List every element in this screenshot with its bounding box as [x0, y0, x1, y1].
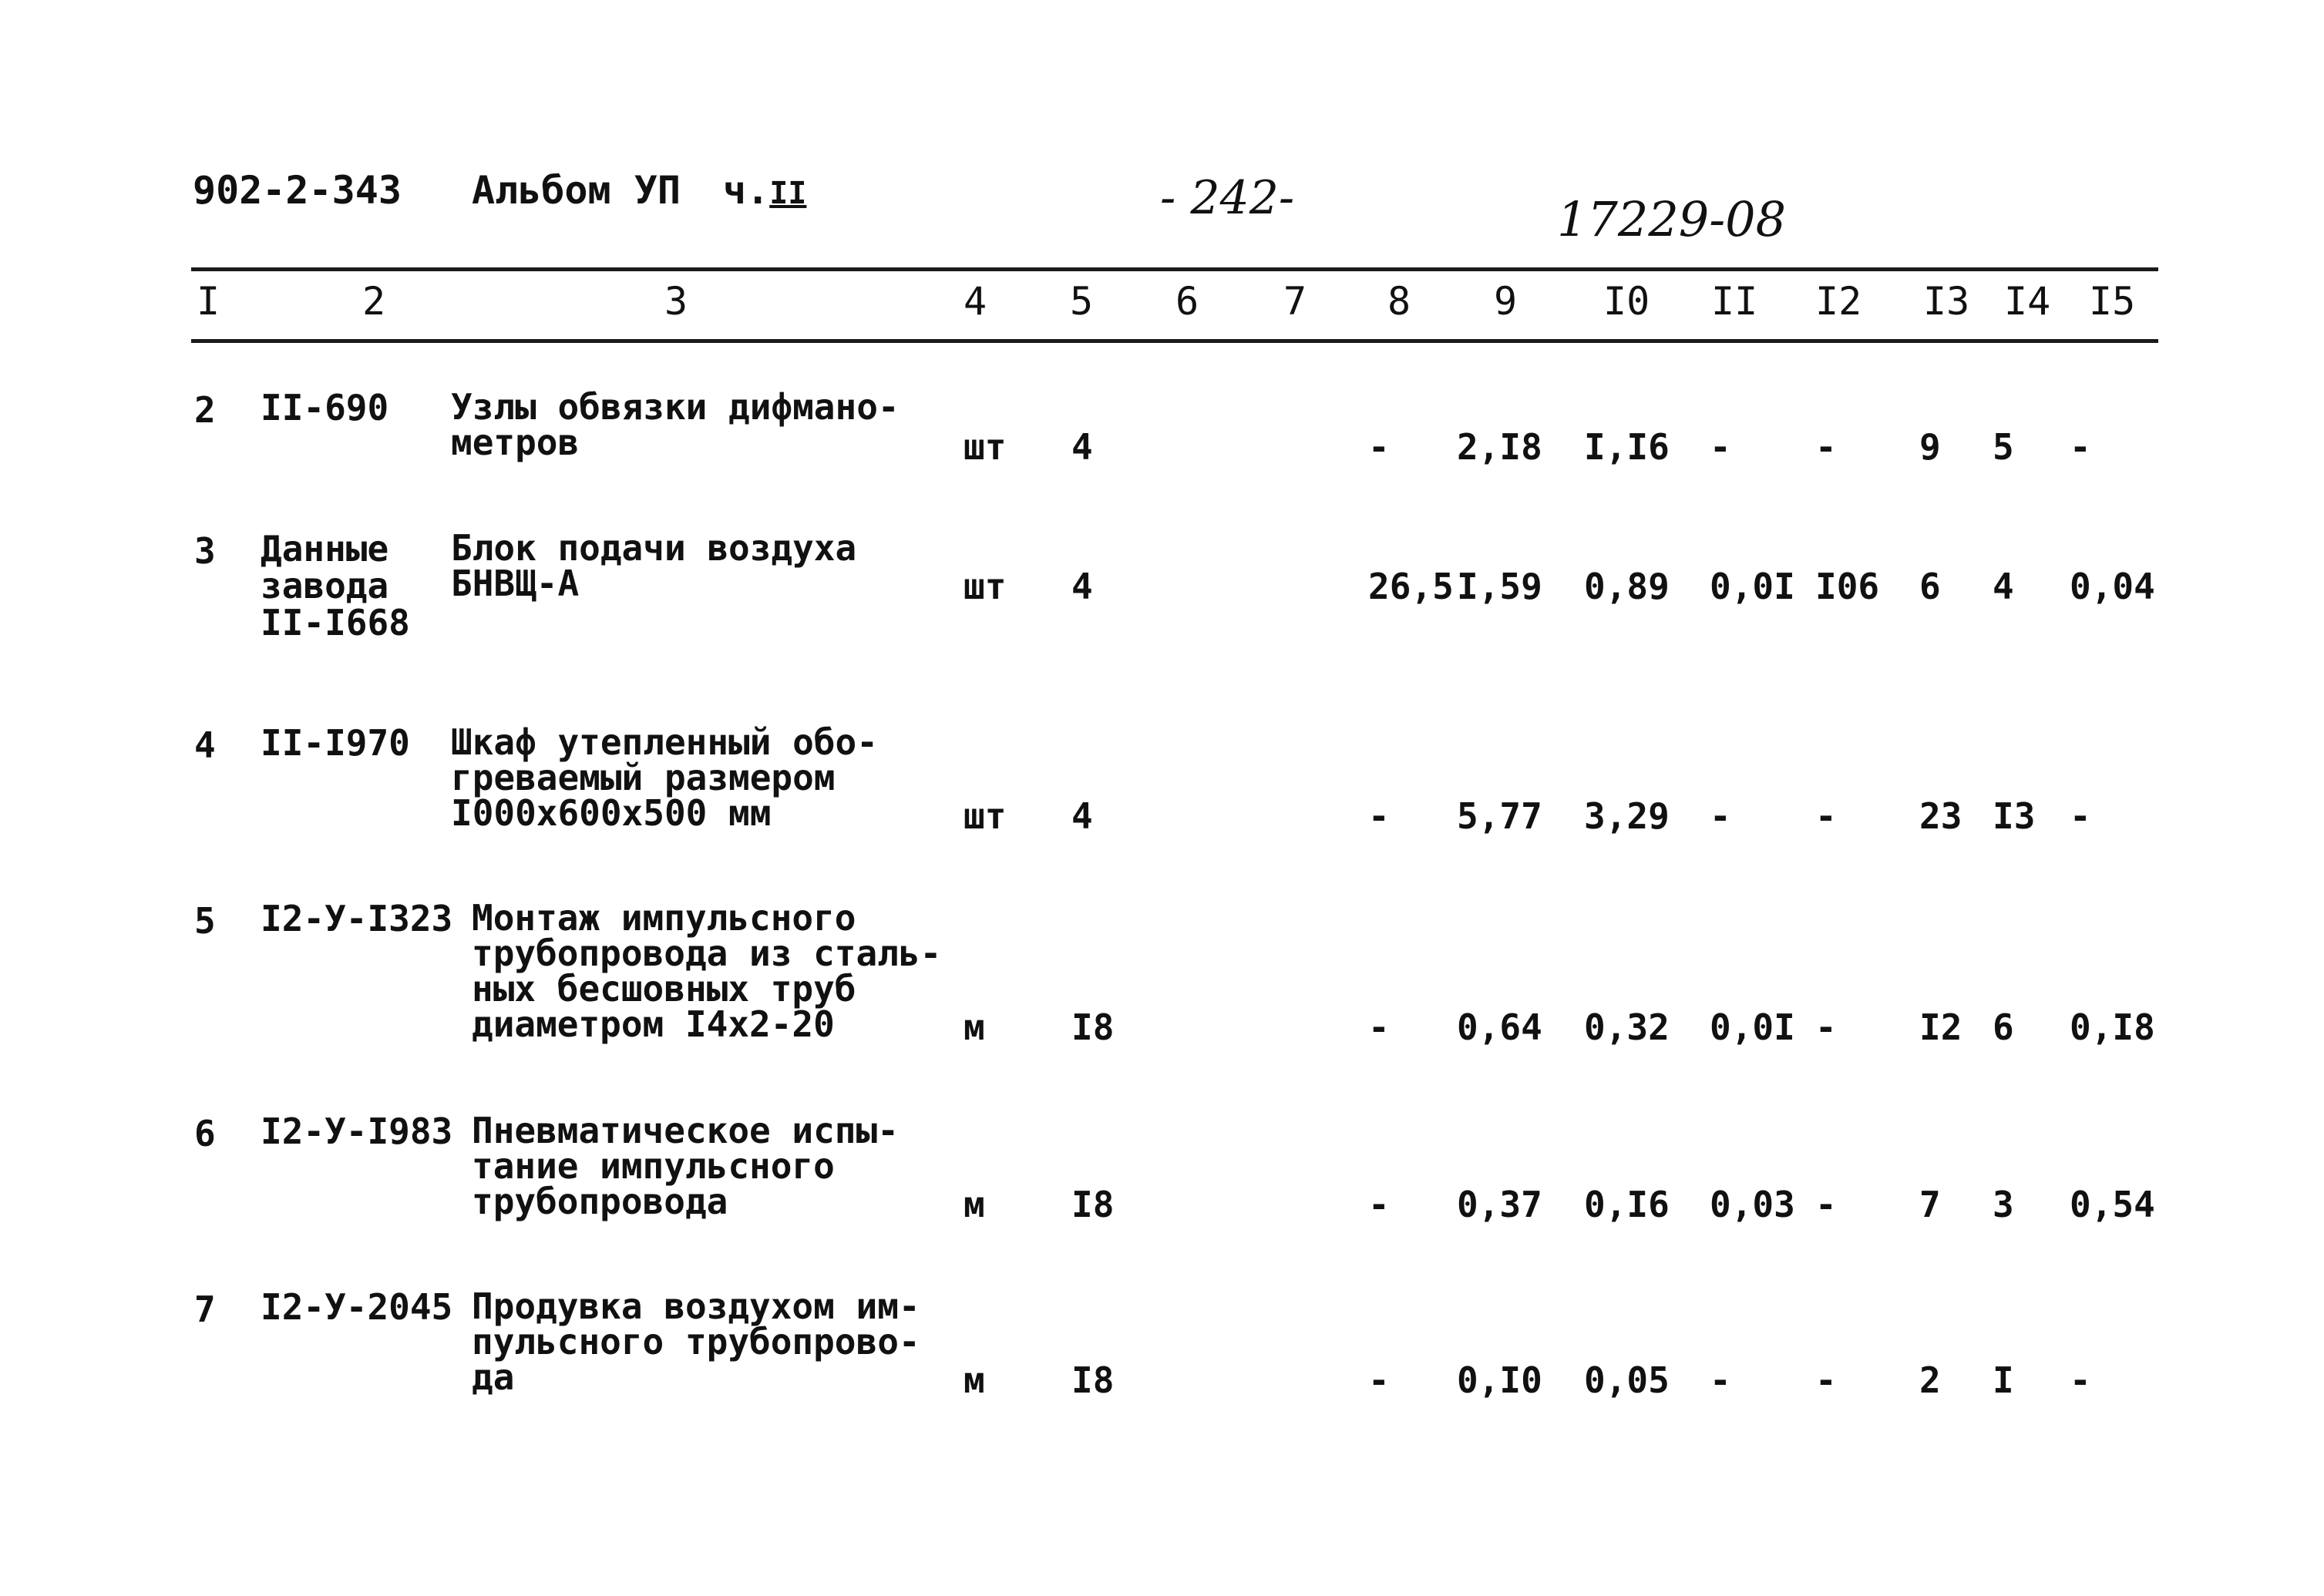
work-description: Блок подачи воздуха БНВЩ-А: [451, 527, 857, 604]
table-header-rule: [191, 339, 2158, 343]
col-12-value: -: [1815, 1359, 1837, 1401]
col-10-value: 0,32: [1584, 1006, 1670, 1048]
col-14-value: 5: [1993, 426, 2014, 468]
norm-code: Данные завода II-I668: [261, 528, 410, 643]
norm-code: I2-У-I983: [261, 1110, 453, 1152]
work-description: Продувка воздухом им- пульсного трубопрово- да: [472, 1285, 920, 1398]
work-description: Пневматическое испы- тание импульсного трубопровода: [472, 1110, 899, 1222]
col-11-value: -: [1710, 795, 1731, 837]
col-10-value: 3,29: [1584, 795, 1670, 837]
unit: м: [964, 1006, 985, 1048]
handwritten-doc-number: 17229-08: [1557, 191, 1787, 247]
col-8-value: -: [1368, 426, 1390, 468]
column-header-row: [0, 279, 2324, 333]
unit: шт: [964, 566, 1007, 607]
col-13-value: 2: [1919, 1359, 1941, 1401]
col-15-value: 0,54: [2070, 1184, 2155, 1225]
quantity: I8: [1071, 1184, 1115, 1225]
column-header: I4: [2004, 279, 2051, 324]
norm-code: I2-У-2045: [261, 1286, 453, 1328]
col-10-value: 0,89: [1584, 566, 1670, 607]
col-11-value: 0,0I: [1710, 566, 1795, 607]
table-top-rule: [191, 267, 2158, 271]
column-header: 5: [1070, 279, 1094, 324]
col-15-value: 0,I8: [2070, 1006, 2155, 1048]
col-14-value: 6: [1993, 1006, 2014, 1048]
col-15-value: -: [2070, 1359, 2091, 1401]
row-number: 4: [194, 724, 216, 766]
col-8-value: -: [1368, 1184, 1390, 1225]
col-15-value: 0,04: [2070, 566, 2155, 607]
column-header: 7: [1283, 279, 1307, 324]
col-12-value: -: [1815, 795, 1837, 837]
row-number: 3: [194, 530, 216, 572]
col-9-value: 5,77: [1457, 795, 1542, 837]
column-header: 6: [1175, 279, 1199, 324]
work-description: Узлы обвязки дифмано- метров: [451, 386, 900, 463]
norm-code: II-I970: [261, 722, 410, 764]
quantity: I8: [1071, 1359, 1115, 1401]
col-15-value: -: [2070, 426, 2091, 468]
unit: м: [964, 1184, 985, 1225]
col-12-value: I06: [1815, 566, 1880, 607]
col-14-value: I: [1993, 1359, 2014, 1401]
column-header: I3: [1923, 279, 1970, 324]
quantity: I8: [1071, 1006, 1115, 1048]
col-14-value: 4: [1993, 566, 2014, 607]
row-number: 5: [194, 900, 216, 942]
column-header: I0: [1603, 279, 1650, 324]
col-11-value: 0,03: [1710, 1184, 1795, 1225]
norm-code: I2-У-I323: [261, 898, 453, 939]
col-9-value: 0,64: [1457, 1006, 1542, 1048]
row-number: 2: [194, 389, 216, 431]
page-number: - 242-: [1160, 171, 1295, 225]
col-11-value: -: [1710, 1359, 1731, 1401]
col-11-value: -: [1710, 426, 1731, 468]
col-10-value: 0,I6: [1584, 1184, 1670, 1225]
unit: шт: [964, 426, 1007, 468]
col-14-value: 3: [1993, 1184, 2014, 1225]
col-12-value: -: [1815, 426, 1837, 468]
col-12-value: -: [1815, 1006, 1837, 1048]
column-header: 3: [664, 279, 688, 324]
col-8-value: -: [1368, 795, 1390, 837]
column-header: 8: [1387, 279, 1411, 324]
unit: шт: [964, 795, 1007, 837]
part-prefix: ч.: [723, 168, 770, 213]
col-9-value: 0,37: [1457, 1184, 1542, 1225]
column-header: 2: [362, 279, 386, 324]
col-8-value: -: [1368, 1359, 1390, 1401]
col-9-value: I,59: [1457, 566, 1542, 607]
part-number: II: [769, 176, 807, 211]
col-10-value: 0,05: [1584, 1359, 1670, 1401]
col-11-value: 0,0I: [1710, 1006, 1795, 1048]
col-12-value: -: [1815, 1184, 1837, 1225]
col-9-value: 0,I0: [1457, 1359, 1542, 1401]
work-description: Монтаж импульсного трубопровода из сталь- ных бесшовных труб диаметром I4x2-20: [472, 897, 942, 1045]
column-header: I: [197, 279, 220, 324]
col-9-value: 2,I8: [1457, 426, 1542, 468]
col-14-value: I3: [1993, 795, 2036, 837]
column-header: I5: [2089, 279, 2136, 324]
quantity: 4: [1071, 426, 1093, 468]
col-13-value: 9: [1919, 426, 1941, 468]
col-10-value: I,I6: [1584, 426, 1670, 468]
quantity: 4: [1071, 566, 1093, 607]
norm-code: II-690: [261, 387, 389, 428]
col-13-value: 7: [1919, 1184, 1941, 1225]
col-15-value: -: [2070, 795, 2091, 837]
document-code: 902-2-343: [193, 168, 402, 213]
column-header: 9: [1494, 279, 1518, 324]
col-8-value: 26,5: [1368, 566, 1454, 607]
col-13-value: 6: [1919, 566, 1941, 607]
work-description: Шкаф утепленный обо- греваемый размером I000x600x500 мм: [451, 721, 878, 834]
col-8-value: -: [1368, 1006, 1390, 1048]
row-number: 6: [194, 1113, 216, 1154]
column-header: I2: [1815, 279, 1862, 324]
column-header: II: [1711, 279, 1758, 324]
row-number: 7: [194, 1289, 216, 1330]
unit: м: [964, 1359, 985, 1401]
part-label: [723, 168, 806, 213]
col-13-value: 23: [1919, 795, 1962, 837]
col-13-value: I2: [1919, 1006, 1962, 1048]
column-header: 4: [964, 279, 987, 324]
album-label: Альбом УП: [472, 168, 681, 213]
quantity: 4: [1071, 795, 1093, 837]
